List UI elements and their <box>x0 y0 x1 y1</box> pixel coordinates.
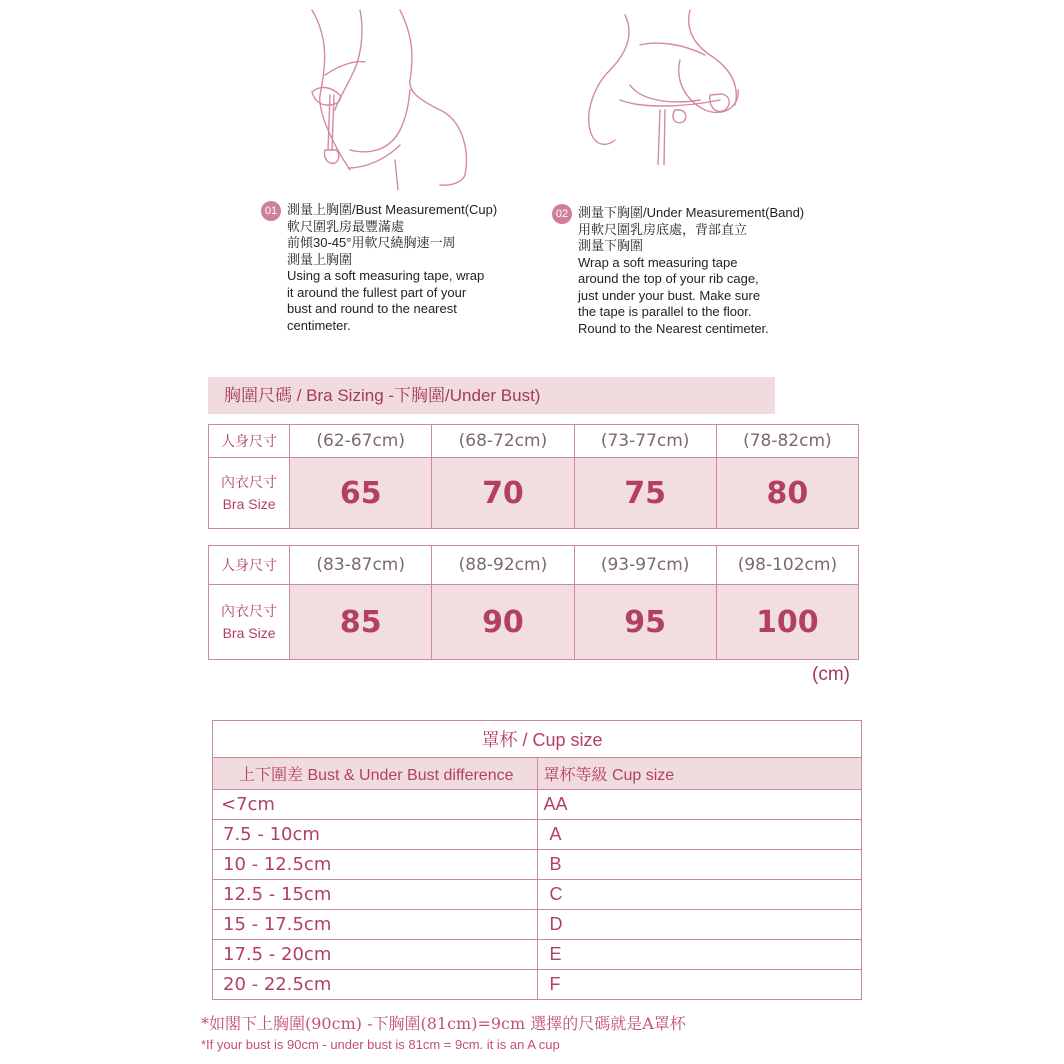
size-cell: 75 <box>574 458 716 529</box>
bra-size-label-en: Bra Size <box>222 625 276 641</box>
size-cell: 70 <box>432 458 574 529</box>
difference-cell: 20 - 22.5cm <box>213 970 538 1000</box>
range-cell: (98-102cm) <box>716 546 858 585</box>
cup-size-title: 罩杯 / Cup size <box>213 721 862 758</box>
difference-cell: 12.5 - 15cm <box>213 880 538 910</box>
step-text: 軟尺圍乳房最豐滿處 <box>287 218 405 234</box>
bra-size-label <box>209 585 290 660</box>
cup-column-header: 罩杯等級 Cup size <box>537 758 862 790</box>
cup-cell: C <box>537 880 862 910</box>
step-heading: 測量上胸圍/Bust Measurement(Cup) <box>287 202 498 217</box>
table-row <box>209 585 859 660</box>
step-heading: 測量下胸圍/Under Measurement(Band) <box>578 205 805 220</box>
step-badge: 01 <box>261 201 281 221</box>
example-note-en: *If your bust is 90cm - under bust is 81cm = 9cm. it is an A cup <box>201 1037 560 1052</box>
under-bust-measurement-illustration <box>580 0 760 165</box>
body-size-label: 人身尺寸 <box>209 425 290 458</box>
table-row <box>209 425 859 458</box>
difference-cell: 7.5 - 10cm <box>213 820 538 850</box>
difference-cell: 15 - 17.5cm <box>213 910 538 940</box>
cup-cell: A <box>537 820 862 850</box>
body-size-label: 人身尺寸 <box>209 546 290 585</box>
table-row <box>213 940 862 970</box>
cup-cell: B <box>537 850 862 880</box>
size-cell: 95 <box>574 585 716 660</box>
size-cell: 85 <box>290 585 432 660</box>
size-cell: 100 <box>716 585 858 660</box>
step-text: Using a soft measuring tape, wrap <box>287 268 485 283</box>
difference-cell: 17.5 - 20cm <box>213 940 538 970</box>
range-cell: (73-77cm) <box>574 425 716 458</box>
bra-sizing-title: 胸圍尺碼 / Bra Sizing -下胸圍/Under Bust) <box>208 377 775 414</box>
difference-column-header: 上下圍差 Bust & Under Bust difference <box>213 758 538 790</box>
table-row <box>213 820 862 850</box>
step-badge: 02 <box>552 204 572 224</box>
difference-cell: 10 - 12.5cm <box>213 850 538 880</box>
table-row <box>213 880 862 910</box>
range-cell: (88-92cm) <box>432 546 574 585</box>
table-row <box>213 721 862 758</box>
step-text: 前傾30-45°用軟尺繞胸速一周 <box>287 235 456 250</box>
cup-size-table <box>212 720 862 1000</box>
step-text: it around the fullest part of your <box>287 284 467 300</box>
range-cell: (68-72cm) <box>432 425 574 458</box>
bra-size-label-zh: 內衣尺寸 <box>221 474 278 490</box>
cup-cell: AA <box>537 790 862 820</box>
table-row <box>209 546 859 585</box>
unit-label: (cm) <box>812 664 850 685</box>
bra-size-label <box>209 458 290 529</box>
bra-size-table-1 <box>208 424 859 529</box>
size-cell: 65 <box>290 458 432 529</box>
table-row <box>213 910 862 940</box>
step-bust-measurement <box>264 202 498 334</box>
step-text: around the top of your rib cage, <box>578 271 759 286</box>
step-text: 測量上胸圍 <box>287 251 353 267</box>
bra-size-label-zh: 內衣尺寸 <box>221 603 278 619</box>
range-cell: (78-82cm) <box>716 425 858 458</box>
cup-cell: D <box>537 910 862 940</box>
step-text: 測量下胸圍 <box>578 238 644 253</box>
size-cell: 80 <box>716 458 858 529</box>
bra-size-table-2 <box>208 545 859 660</box>
step-text: the tape is parallel to the floor. <box>578 304 752 319</box>
difference-cell: <7cm <box>213 790 538 820</box>
size-cell: 90 <box>432 585 574 660</box>
table-row <box>213 970 862 1000</box>
table-row <box>213 850 862 880</box>
step-text: bust and round to the nearest <box>287 301 457 316</box>
range-cell: (83-87cm) <box>290 546 432 585</box>
range-cell: (93-97cm) <box>574 546 716 585</box>
cup-cell: E <box>537 940 862 970</box>
step-text: Wrap a soft measuring tape <box>578 254 738 270</box>
table-row <box>209 458 859 529</box>
table-row <box>213 790 862 820</box>
step-text: centimeter. <box>287 317 351 333</box>
step-text: 用軟尺圍乳房底處，背部直立 <box>578 221 748 237</box>
bra-size-label-en: Bra Size <box>222 496 276 512</box>
table-header-row <box>213 758 862 790</box>
bust-measurement-illustration <box>290 0 490 190</box>
step-text: just under your bust. Make sure <box>578 287 761 303</box>
cup-cell: F <box>537 970 862 1000</box>
range-cell: (62-67cm) <box>290 425 432 458</box>
step-text: Round to the Nearest centimeter. <box>578 320 769 336</box>
step-under-bust-measurement <box>555 205 805 337</box>
example-note-zh: *如閣下上胸圍(90cm) -下胸圍(81cm)=9cm 選擇的尺碼就是A罩杯 <box>201 1014 686 1033</box>
